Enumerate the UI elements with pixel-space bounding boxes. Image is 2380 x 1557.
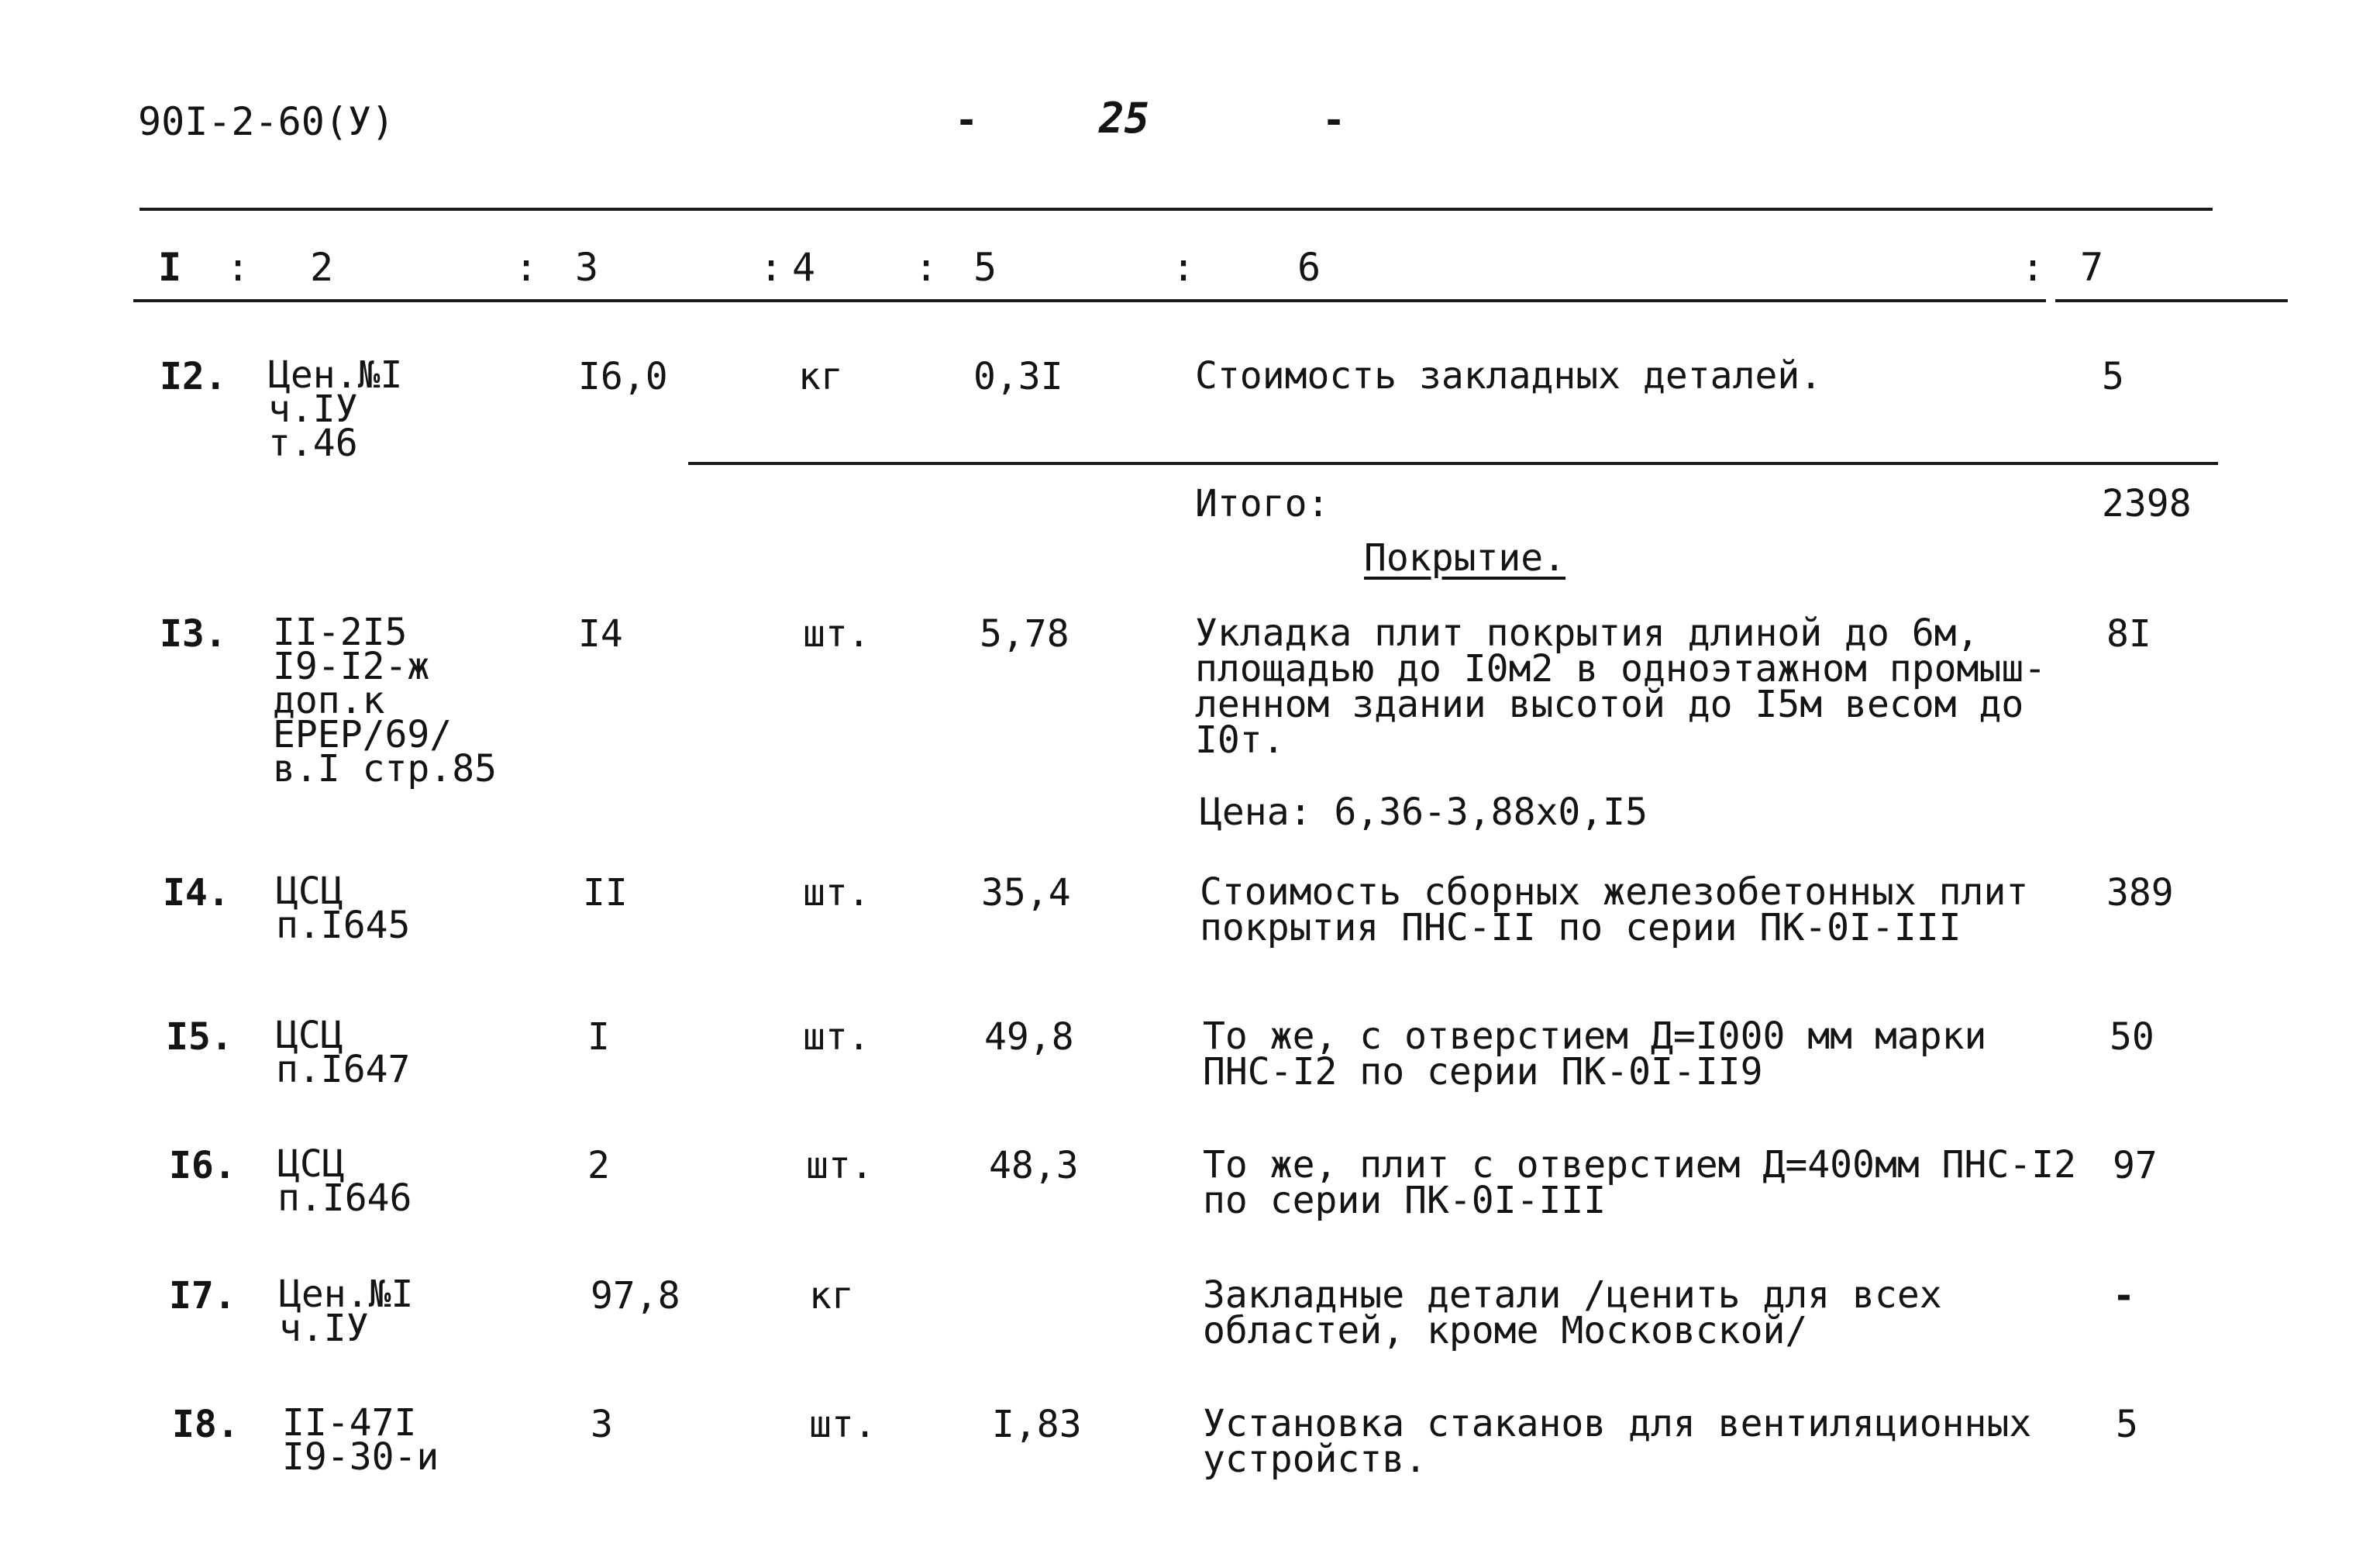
- row-unit: шт.: [809, 1403, 877, 1446]
- row-unit: шт.: [806, 1144, 873, 1187]
- row-total: 50: [2110, 1015, 2154, 1059]
- row-quantity: I: [587, 1015, 610, 1059]
- section-title: Покрытие.: [1364, 536, 1566, 580]
- header-top-rule: [139, 208, 2213, 211]
- col-sep: :: [2021, 245, 2045, 290]
- row-number: I6.: [169, 1144, 236, 1187]
- row-reference: ЦСЦ п.I645: [276, 870, 411, 947]
- col-sep: :: [1172, 245, 1196, 290]
- row-description: Укладка плит покрытия длиной до 6м, площадью до I0м2 в одноэтажном промыш- ленном здании высотой до I5м весом до I0т.: [1195, 611, 2047, 762]
- row-number: I4.: [163, 871, 230, 915]
- document-code: 90I-2-60(У): [138, 99, 395, 144]
- header-dash-left: -: [955, 98, 979, 143]
- row-number: I7.: [169, 1274, 236, 1318]
- row-description: Установка стаканов для вентиляционных устройств.: [1203, 1402, 2032, 1481]
- row-unit: шт.: [803, 871, 870, 915]
- col-header-2: 2: [310, 245, 334, 290]
- row-description: Закладные детали /ценить для всех областей, кроме Московской/: [1203, 1273, 1942, 1352]
- col-header-6: 6: [1297, 245, 1321, 290]
- col-header-3: 3: [575, 245, 599, 290]
- row-number: I3.: [160, 612, 227, 656]
- row-price-note: Цена: 6,36-3,88x0,I5: [1200, 791, 1648, 834]
- row-quantity: 2: [587, 1144, 610, 1187]
- row-reference: ЦСЦ п.I647: [276, 1014, 411, 1091]
- row-total: 97: [2113, 1144, 2158, 1187]
- row-price: 35,4: [981, 871, 1071, 915]
- row-description: Стоимость закладных деталей.: [1195, 354, 1823, 398]
- row-number: I2.: [160, 355, 227, 398]
- header-dash-right: -: [1322, 98, 1346, 143]
- row-reference: II-2I5 I9-I2-ж доп.к ЕРЕР/69/ в.I стр.85: [273, 611, 497, 791]
- row-total: -: [2113, 1274, 2135, 1318]
- row-total: 389: [2106, 871, 2174, 915]
- col-header-4: 4: [792, 245, 816, 290]
- row-price: I,83: [992, 1403, 1082, 1446]
- row-unit: шт.: [803, 1015, 870, 1059]
- col-header-1: I: [158, 245, 182, 290]
- col-sep: :: [515, 245, 539, 290]
- row-total: 5: [2102, 355, 2124, 398]
- row-number: I8.: [172, 1403, 239, 1446]
- row-price: 5,78: [980, 612, 1069, 656]
- col-sep: :: [914, 245, 939, 290]
- row-reference: ЦСЦ п.I646: [277, 1142, 412, 1220]
- row-reference: Цен.№I ч.IУ т.46: [268, 353, 403, 465]
- header-bottom-rule-right: [2055, 299, 2288, 302]
- subtotal-rule: [688, 462, 2116, 465]
- row-price: 49,8: [984, 1015, 1074, 1059]
- row-description: Стоимость сборных железобетонных плит покрытия ПНС-II по серии ПК-0I-III: [1200, 870, 2029, 949]
- row-unit: шт.: [803, 612, 870, 656]
- subtotal-value: 2398: [2102, 482, 2192, 525]
- row-quantity: I4: [578, 612, 623, 656]
- row-unit: кг: [809, 1274, 854, 1318]
- row-unit: кг: [798, 355, 843, 398]
- row-quantity: I6,0: [578, 355, 668, 398]
- subtotal-label: Итого:: [1195, 482, 1330, 525]
- row-description: То же, плит с отверстием Д=400мм ПНС-I2 по серии ПК-0I-III: [1203, 1143, 2077, 1222]
- row-total: 5: [2116, 1403, 2138, 1446]
- col-header-5: 5: [973, 245, 997, 290]
- header-bottom-rule: [133, 299, 2046, 302]
- row-quantity: II: [583, 871, 628, 915]
- page-number: 25: [1099, 94, 1150, 143]
- col-sep: :: [226, 245, 250, 290]
- row-price: 48,3: [989, 1144, 1079, 1187]
- row-description: То же, с отверстием Д=I000 мм марки ПНС-I2 по серии ПК-0I-II9: [1203, 1014, 1987, 1094]
- row-price: 0,3I: [973, 355, 1063, 398]
- col-header-7: 7: [2080, 245, 2104, 290]
- row-quantity: 3: [591, 1403, 613, 1446]
- row-total: 8I: [2106, 612, 2151, 656]
- row-quantity: 97,8: [591, 1274, 680, 1318]
- subtotal-rule-right: [2116, 462, 2218, 465]
- row-number: I5.: [166, 1015, 233, 1059]
- col-sep: :: [759, 245, 784, 290]
- row-reference: Цен.№I ч.IУ: [279, 1273, 414, 1350]
- row-reference: II-47I I9-30-и: [282, 1401, 439, 1479]
